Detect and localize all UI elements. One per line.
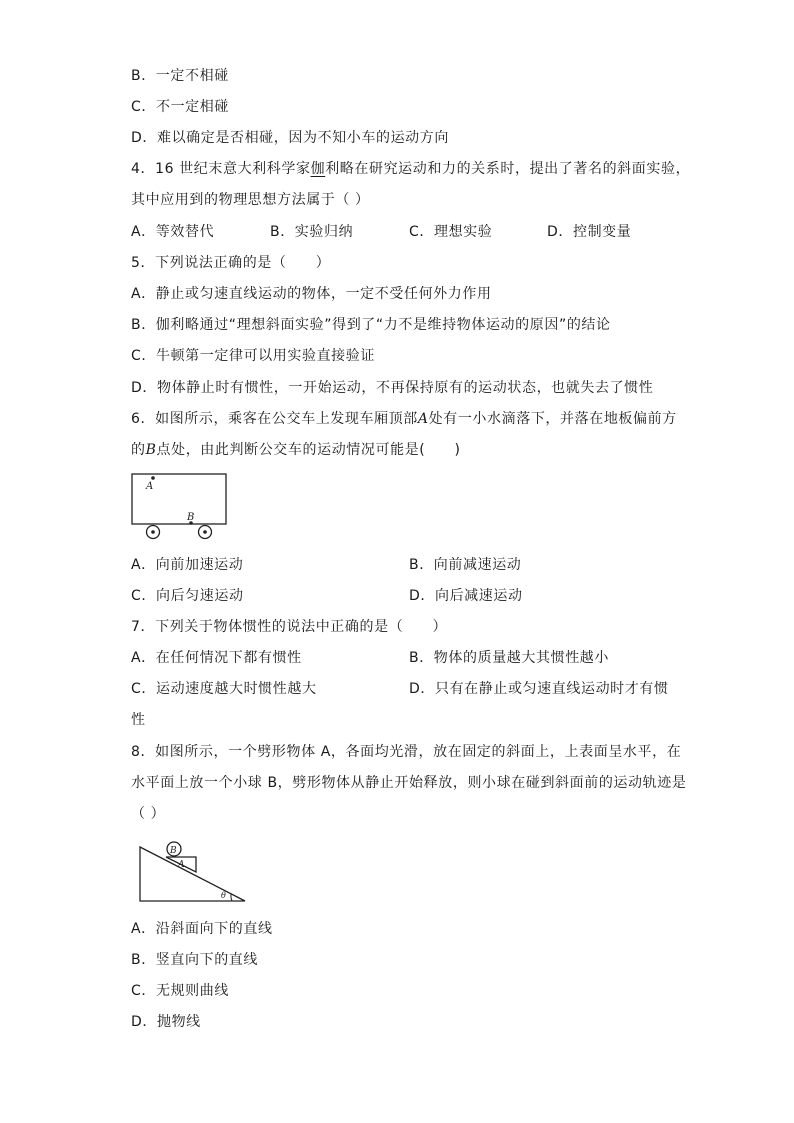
q4-stem-text-b: 利略在研究运动和力的关系时，提出了著名的斜面实验， — [325, 161, 691, 177]
angle-arc — [231, 894, 232, 901]
q6-stem-text-c: 的 — [131, 442, 146, 458]
q7-option-a: A．在任何情况下都有惯性 — [131, 650, 302, 666]
q6-option-b: B．向前减速运动 — [409, 557, 522, 573]
q4-option-b: B．实验归纳 — [270, 224, 354, 240]
q7-option-d-wrap: 性 — [131, 712, 146, 728]
q5-option-c: C．牛顿第一定律可以用实验直接验证 — [131, 348, 375, 364]
q8-stem-line1: 8．如图所示，一个劈形物体 A，各面均光滑，放在固定的斜面上，上表面呈水平，在 — [131, 744, 682, 760]
q6-option-c: C．向后匀速运动 — [131, 588, 244, 604]
q5-option-a: A．静止或匀速直线运动的物体，一定不受任何外力作用 — [131, 286, 492, 302]
q7-option-c: C．运动速度越大时惯性越大 — [131, 681, 317, 697]
q6-stem-text-d: 点处，由此判断公交车的运动情况可能是( ) — [156, 442, 461, 458]
q3-option-c: C．不一定相碰 — [131, 99, 229, 115]
q4-underlined-char: 伽 — [310, 161, 326, 177]
q5-stem: 5．下列说法正确的是（ ） — [131, 255, 331, 271]
figure-label-theta: θ — [221, 891, 226, 900]
fixed-incline — [140, 847, 245, 901]
q7-stem: 7．下列关于物体惯性的说法中正确的是（ ） — [131, 619, 448, 635]
q5-option-b: B．伽利略通过“理想斜面实验”得到了“力不是维持物体运动的原因”的结论 — [131, 317, 611, 333]
q4-option-c: C．理想实验 — [409, 224, 493, 240]
incline-figure — [128, 836, 250, 906]
q8-option-a: A．沿斜面向下的直线 — [131, 921, 273, 937]
q6-stem-line1 — [131, 409, 677, 429]
q6-option-d: D．向后减速运动 — [409, 588, 523, 604]
q4-stem-line2: 其中应用到的物理思想方法属于（ ） — [131, 192, 370, 208]
drop-point-a — [151, 476, 155, 480]
q8-option-b: B．竖直向下的直线 — [131, 952, 259, 968]
q4-option-a: A．等效替代 — [131, 224, 215, 240]
q6-stem-line2 — [131, 440, 461, 460]
figure-label-ball: B — [170, 846, 177, 856]
q7-option-b: B．物体的质量越大其惯性越小 — [409, 650, 610, 666]
q6-point-a-label: A — [417, 411, 429, 427]
q8-option-d: D．抛物线 — [131, 1014, 201, 1030]
q6-option-a: A．向前加速运动 — [131, 557, 244, 573]
q5-option-d: D．物体静止时有惯性，一开始运动，不再保持原有的运动状态，也就失去了惯性 — [131, 380, 654, 396]
bus-figure — [128, 470, 232, 542]
rear-wheel-hub — [151, 530, 155, 534]
q6-stem-text-a: 6．如图所示，乘客在公交车上发现车厢顶部 — [131, 411, 418, 427]
q8-stem-line3: （ ） — [131, 806, 166, 822]
q4-stem-text-a: 4．16 世纪末意大利科学家 — [131, 161, 311, 177]
q4-stem-line1 — [131, 159, 690, 179]
q3-option-d: D．难以确定是否相碰，因为不知小车的运动方向 — [131, 130, 449, 146]
front-wheel-hub — [203, 530, 207, 534]
figure-label-b: B — [187, 512, 195, 523]
q7-option-d: D．只有在静止或匀速直线运动时才有惯 — [409, 681, 669, 697]
figure-label-a: A — [146, 481, 154, 492]
q8-stem-line2: 水平面上放一个小球 B，劈形物体从静止开始释放，则小球在碰到斜面前的运动轨迹是 — [131, 775, 687, 791]
figure-label-wedge: A — [178, 860, 185, 870]
q4-option-d: D．控制变量 — [547, 224, 632, 240]
q3-option-b: B．一定不相碰 — [131, 68, 229, 84]
q6-point-b-label: B — [145, 442, 157, 458]
q8-option-c: C．无规则曲线 — [131, 983, 229, 999]
q6-stem-text-b: 处有一小水滴落下，并落在地板偏前方 — [428, 411, 677, 427]
